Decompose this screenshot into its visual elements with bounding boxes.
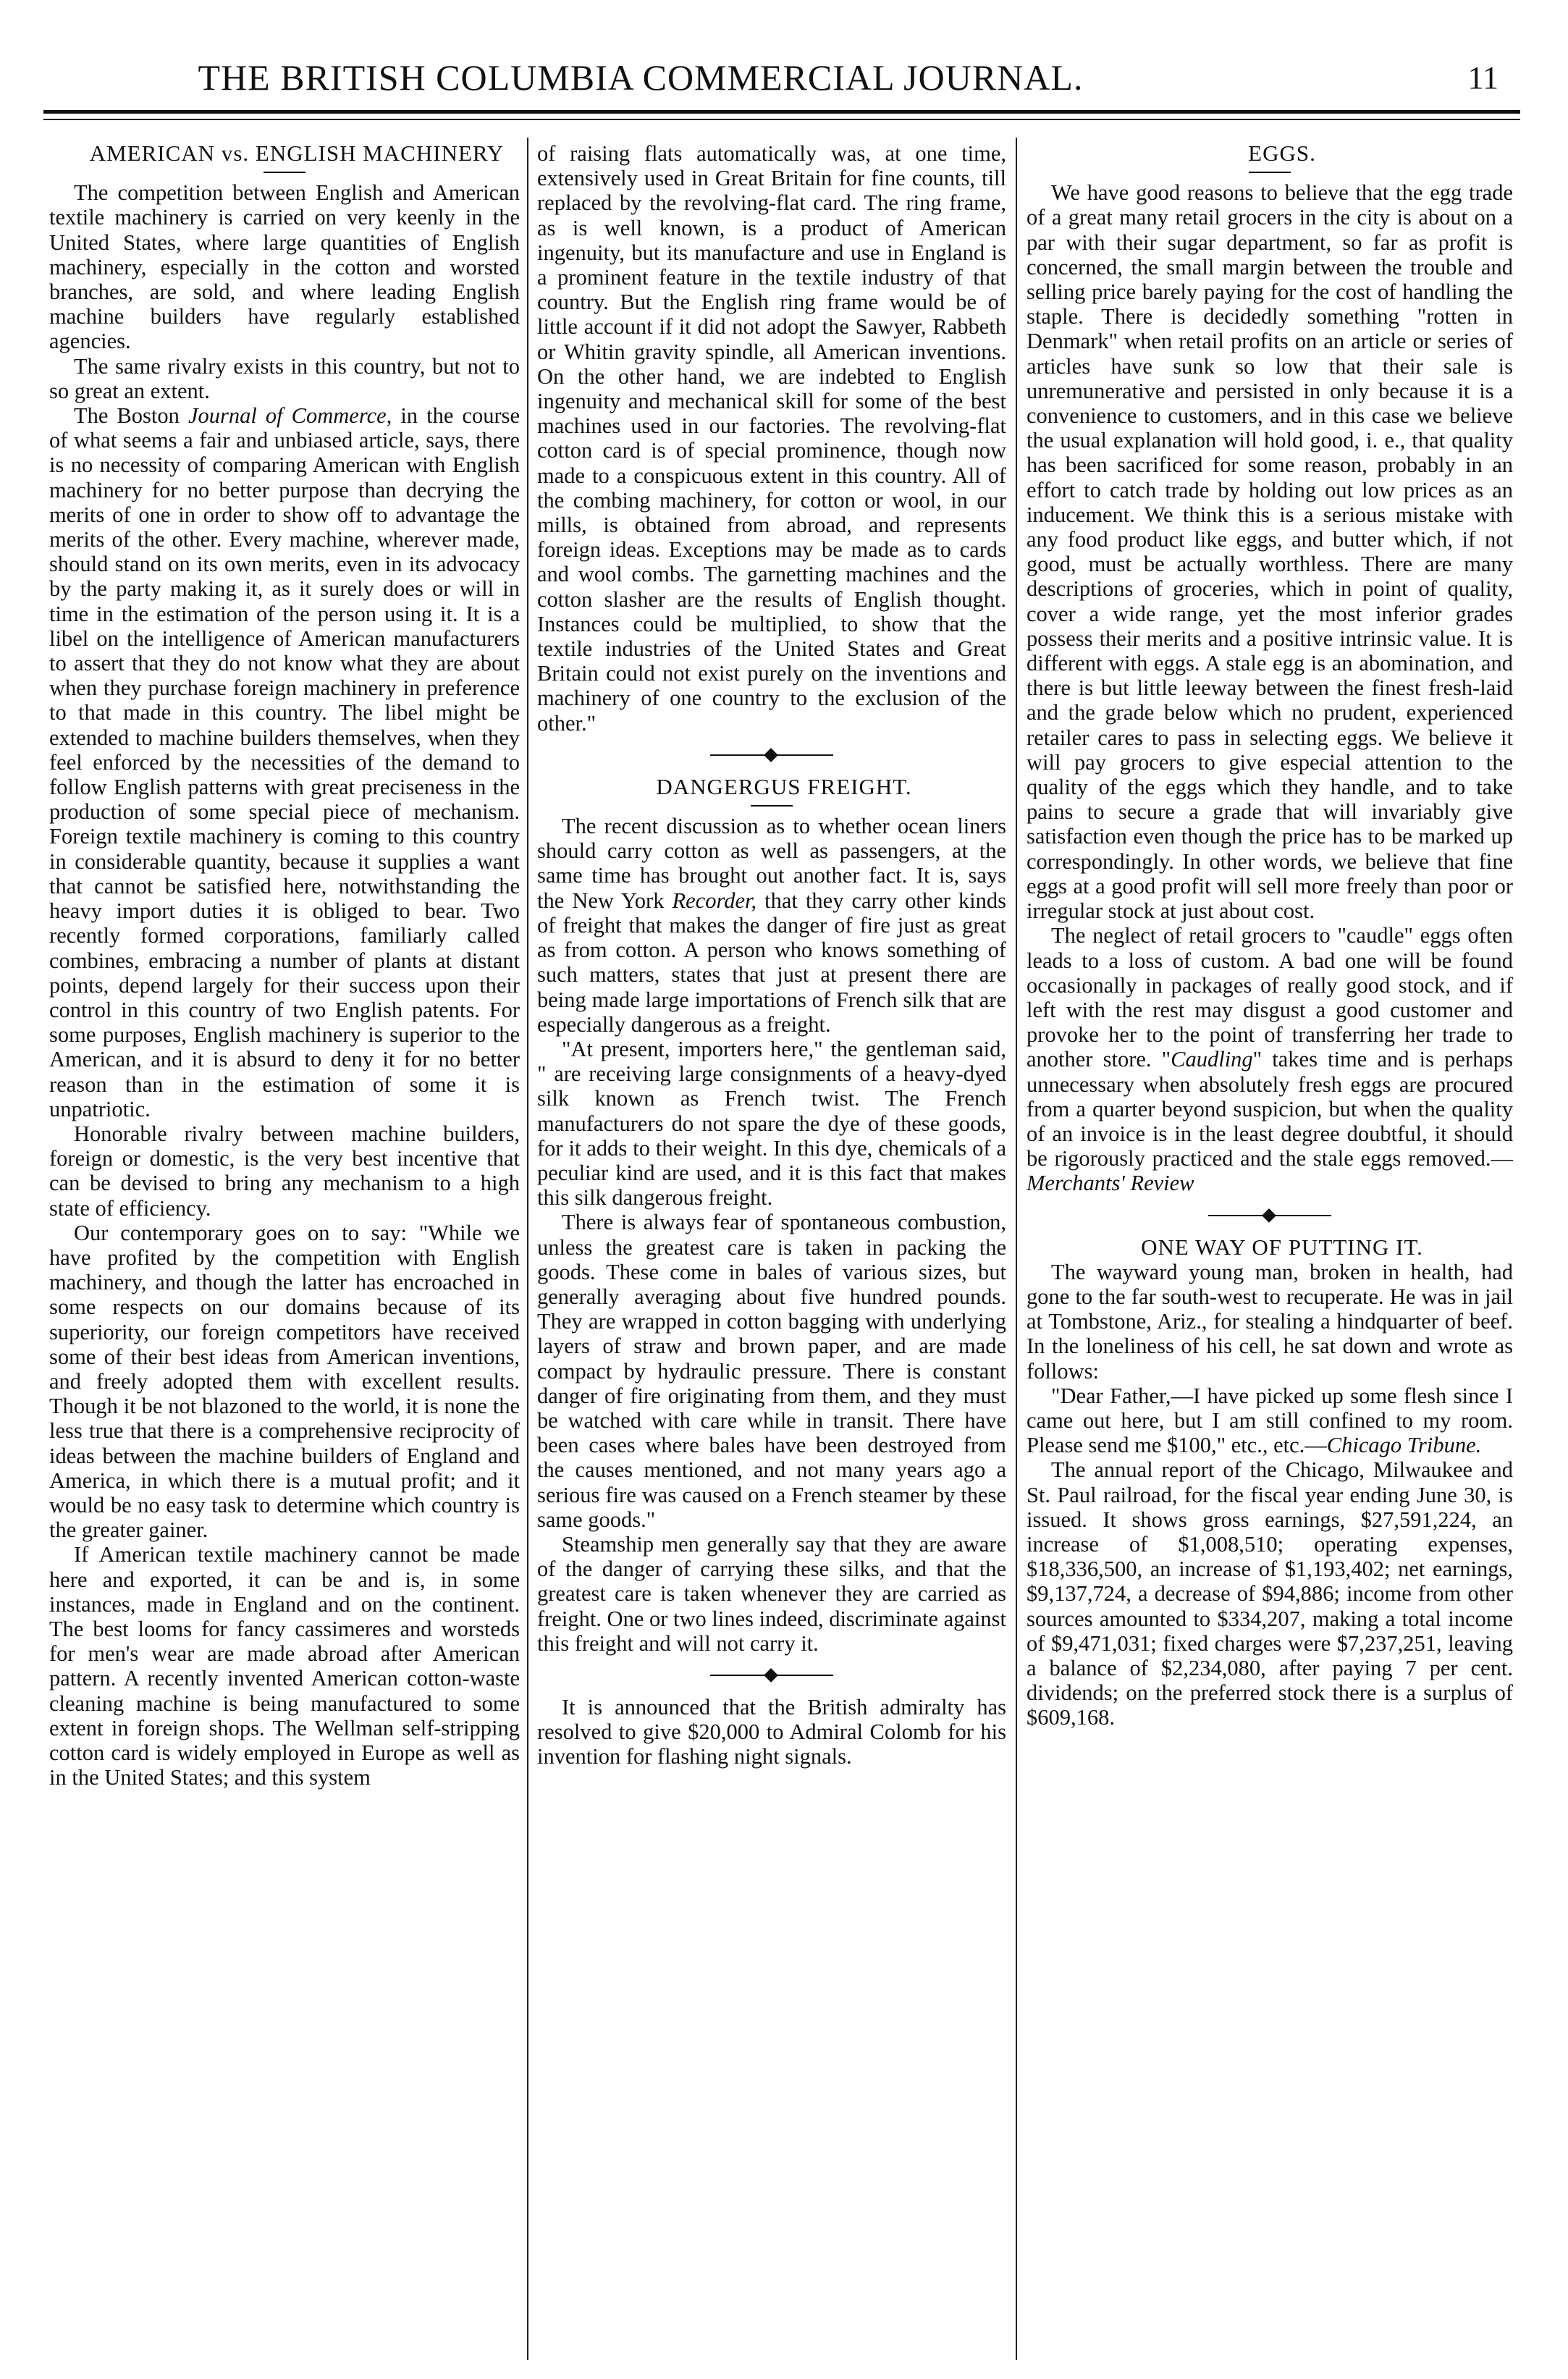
source-credit: Merchants' Review <box>1027 1171 1194 1196</box>
paragraph: The annual report of the Chicago, Milwaukee and St. Paul railroad, for the fiscal year ending June 30, is issued. It shows gross earnings, $27,591,224, an increase of $1,008,510; operating expenses, $18,336,500, an increase of $1,193,402; net earnings, $9,137,724, a decrease of $94,886; income from other sources amounted to $334,207, making a total income of $9,471,031; fixed charges were $7,237,251, leaving a balance of $2,234,080, after paying 7 per cent. dividends; on the preferred stock there is a surplus of $609,168. <box>1027 1457 1513 1730</box>
paragraph: Steamship men generally say that they are aware of the danger of carrying these silks, and that the greatest care is taken whenever they are carried as freight. One or two lines indeed, discriminate against this freight and will not carry it. <box>537 1531 1006 1656</box>
paragraph: There is always fear of spontaneous combustion, unless the greatest care is taken in packing the goods. These come in bales of various sizes, but generally averaging about five hundred pounds. They are wrapped in cotton bagging with underlying layers of straw and brown paper, and are made compact by hydraulic pressure. There is constant danger of fire originating from them, and they must be watched with care while in transit. There have been cases where bales have been destroyed from the causes mentioned, and not many years ago a serious fire was caused on a French steamer by these same goods." <box>537 1210 1006 1532</box>
paragraph: The wayward young man, broken in health, had gone to the far south-west to recuperate. He was in jail at Tombstone, Ariz., for stealing a hindquarter of beef. In the loneliness of his cell, he sat down and wrote as follows: <box>1027 1259 1513 1384</box>
paragraph: The neglect of retail grocers to "caudle" eggs often leads to a loss of custom. A bad one will be found occasionally in packages of really good stock, and if left with the rest may disgust a good customer and provoke her to the point of transferring her trade to another store. "Caudling" takes time and is perhaps unnecessary when absolutely fresh eggs are procured from a quarter beyond suspicion, but when the quality of an invoice is in the least degree doubtful, it should be rigorously practiced and the stale eggs removed.—Merchants' Review <box>1027 923 1513 1196</box>
column-2 <box>537 141 1006 2360</box>
paragraph: The same rivalry exists in this country, but not to so great an extent. <box>49 353 520 403</box>
article-heading-freight: DANGERGUS FREIGHT. <box>656 773 912 799</box>
paragraph: The recent discussion as to whether ocean liners should carry cotton as well as passengers, at the same time has brought out another fact. It is, says the New York Recorder, that they carry other kinds of freight that makes the danger of fire just as great as from cotton. A person who knows something of such matters, states that just at present there are being made large importations of French silk that are especially dangerous as a freight. <box>537 814 1006 1037</box>
article-heading-machinery: AMERICAN vs. ENGLISH MACHINERY <box>89 141 505 166</box>
paragraph: Our contemporary goes on to say: "While we have profited by the competition with English machinery, and though the latter has encroached in some respects on our domains because of its superiority, our foreign competitors have received some of their best ideas from American inventions, and freely adopted them with excellent results. Though it be not blazoned to the world, it is none the less true that there is a comprehensive reciprocity of ideas between the machine builders of England and America, in which there is a mutual profit; and it would be no easy task to determine which country is the greater gainer. <box>49 1220 520 1543</box>
heading-dash <box>751 805 793 807</box>
source-credit: Chicago Tribune. <box>1326 1433 1482 1458</box>
paragraph: Honorable rivalry between machine builders, foreign or domestic, is the very best incentive that can be devised to bring any mechanism to a high state of efficiency. <box>49 1121 520 1221</box>
column-3 <box>1027 141 1513 2360</box>
paragraph: "At present, importers here," the gentleman said, " are receiving large consignments of a heavy-dyed silk known as French twist. The French manufacturers do not spare the dye of these goods, for it adds to their weight. In this dye, chemicals of a peculiar kind are used, and it is this fact that makes this silk dangerous freight. <box>537 1036 1006 1210</box>
header-rule-thin <box>43 119 1520 120</box>
header-rule <box>43 110 1520 114</box>
paragraph: "Dear Father,—I have picked up some flesh since I came out here, but I am still confined to my room. Please send me $100," etc., etc.—Chicago Tribune. <box>1027 1383 1513 1458</box>
section-ornament <box>710 750 833 760</box>
paragraph: The Boston Journal of Commerce, in the course of what seems a fair and unbiased article, says, there is no necessity of comparing American with English machinery for no better purpose than decrying the merits of one in order to show off to advantage the merits of the other. Every machine, wherever made, should stand on its own merits, even in its advocacy by the party making it, as it surely does or will in time in the estimation of the person using it. It is a libel on the intelligence of American manufacturers to assert that they do not know what they are about when they purchase foreign machinery in preference to that made in this country. The libel might be extended to machine builders themselves, when they feel enforced by the necessities of the demand to follow English patterns with great preciseness in the production of some special piece of mechanism. Foreign textile machinery is coming to this country in considerable quantity, because it supplies a want that cannot be satisfied here, notwithstanding the heavy import duties it is obliged to bear. Two recently formed corporations, familiarly called combines, embracing a number of plants at distant points, depend largely for their success upon their control in this country of two English patents. For some purposes, English machinery is superior to the American, and it is absurd to deny it for no better reason than in the estimation of some it is unpatriotic. <box>49 403 520 1121</box>
paragraph: If American textile machinery cannot be made here and exported, it can be and is, in some instances, made in England and on the continent. The best looms for fancy cassimeres and worsteds for men's wear are made abroad after American pattern. A recently invented American cotton-waste cleaning machine is being manufactured to some extent in foreign shops. The Wellman self-stripping cotton card is widely employed in Europe as well as in the United States; and this system <box>49 1542 520 1790</box>
journal-title: THE BRITISH COLUMBIA COMMERCIAL JOURNAL. <box>198 57 1084 98</box>
paragraph: We have good reasons to believe that the egg trade of a great many retail grocers in the city is about on a par with their sugar department, so far as profit is concerned, the small margin between the trouble and selling price barely paying for the cost of handling the staple. There is decidedly something "rotten in Denmark" when retail profits on an article or series of articles have sunk so low that their sale is unremunerative and persisted in only because it is a convenience to customers, and in this case we believe the usual explanation will hold good, i. e., that quality has been sacrificed for some reason, probably in an effort to catch trade by holding out low prices as an inducement. We think this is a serious mistake with any food product like eggs, and butter which, if not good, must be actually worthless. There are many descriptions of groceries, which in point of quality, cover a wide range, yet the most inferior grades possess their merits and a positive intrinsic value. It is different with eggs. A stale egg is an abomination, and there is but little leeway between the finest fresh-laid and the grade below which no prudent, experienced retailer cares to pass in selecting eggs. We believe it will pay grocers to give especial attention to the quality of the eggs which they handle, and to take pains to secure a grade that will invariably give satisfaction even though the price has to be marked up correspondingly. In other words, we believe that fine eggs at a good profit will sell more freely than poor or irregular stock at just about cost. <box>1027 180 1513 924</box>
masthead <box>43 56 1513 107</box>
page-number: 11 <box>1467 60 1499 96</box>
paragraph: It is announced that the British admiralty has resolved to give $20,000 to Admiral Colomb for his invention for flashing night signals. <box>537 1694 1006 1769</box>
article-heading-eggs: EGGS. <box>1248 141 1316 166</box>
column-rule-right <box>1016 138 1017 2360</box>
heading-dash <box>1249 172 1291 173</box>
section-ornament <box>1208 1210 1331 1221</box>
publication-name: Journal of Commerce, <box>187 403 392 429</box>
publication-name: Recorder, <box>672 888 757 913</box>
paragraph: The competition between English and American textile machinery is carried on very keenly in the United States, where large quantities of English machinery, especially in the cotton and worsted branches, are sold, and where leading English machine builders have regularly established agencies. <box>49 180 520 354</box>
article-heading-putting: ONE WAY OF PUTTING IT. <box>1141 1234 1423 1260</box>
column-1 <box>49 141 520 2360</box>
paragraph-continued: of raising flats automatically was, at one time, extensively used in Great Britain for fine counts, till replaced by the revolving-flat card. The ring frame, as is well known, is a product of American ingenuity, but its manufacture and use in England is a prominent feature in the textile industry of that country. But the English ring frame would be of little account if it did not adopt the Sawyer, Rabbeth or Whitin gravity spindle, all American inventions. On the other hand, we are indebted to English ingenuity and mechanical skill for some of the best machines used in our factories. The revolving-flat cotton card is of special prominence, though now made to a conspicuous extent in this country. All of the combing machinery, for cotton or wool, in our mills, is obtained from abroad, and represents foreign ideas. Exceptions may be made as to cards and wool combs. The garnetting machines and the cotton slasher are the results of English thought. Instances could be multiplied, to show that the textile industries of the United States and Great Britain could not exist purely on the inventions and machinery of one country to the exclusion of the other." <box>537 141 1006 736</box>
heading-dash <box>264 172 305 173</box>
section-ornament <box>710 1670 833 1680</box>
column-rule-left <box>527 138 528 2360</box>
